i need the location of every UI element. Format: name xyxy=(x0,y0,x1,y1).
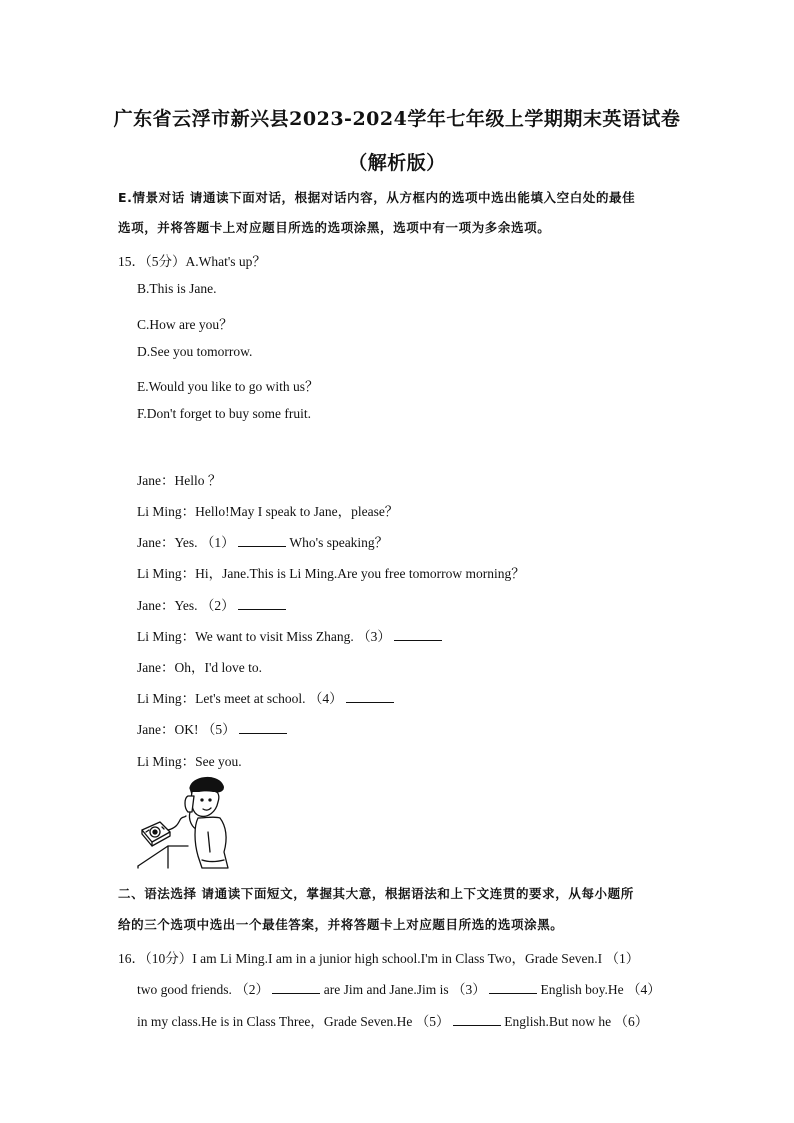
option-c: C.How are you？ xyxy=(137,317,233,332)
passage-text: are Jim and Jane.Jim is （3） xyxy=(323,982,486,997)
dialogue-text: Li Ming：We want to visit Miss Zhang. （3） xyxy=(137,629,391,644)
section-e-instruction-line1: E.情景对话 请通读下面对话，根据对话内容，从方框内的选项中选出能填入空白处的最佳 xyxy=(118,190,636,205)
dialogue-line-5 xyxy=(137,594,286,614)
dialogue-line-9 xyxy=(137,718,287,738)
page-title-line2: （解析版） xyxy=(348,152,446,174)
dialogue-text: Jane：Yes. （1） xyxy=(137,535,235,550)
dialogue-line-7: Jane：Oh，I'd love to. xyxy=(137,660,263,675)
option-b: B.This is Jane. xyxy=(137,281,217,296)
answer-blank-3[interactable] xyxy=(394,629,442,641)
answer-blank-2[interactable] xyxy=(272,982,320,994)
dialogue-text: Jane：Yes. （2） xyxy=(137,598,235,613)
dialogue-text: Who's speaking？ xyxy=(289,535,389,550)
answer-blank-5[interactable] xyxy=(453,1014,501,1026)
question-number: 15．（5分） xyxy=(118,254,186,269)
answer-blank-5[interactable] xyxy=(239,722,287,734)
boy-on-telephone-illustration xyxy=(136,772,232,872)
answer-blank-3[interactable] xyxy=(489,982,537,994)
passage-text: English boy.He （4） xyxy=(540,982,661,997)
answer-blank-1[interactable] xyxy=(238,535,286,547)
section-e-instruction-line2: 选项，并将答题卡上对应题目所选的选项涂黑，选项中有一项为多余选项。 xyxy=(118,220,551,235)
question-16-line1: 16．（10分）I am Li Ming.I am in a junior high school.I'm in Class Two，Grade Seven.I （1） xyxy=(118,951,640,966)
dialogue-text: Li Ming：Let's meet at school. （4） xyxy=(137,691,343,706)
passage-text: in my class.He is in Class Three，Grade Seven.He （5） xyxy=(137,1014,450,1029)
option-a: A.What's up？ xyxy=(185,254,266,269)
question-16-line3 xyxy=(137,1010,648,1030)
answer-blank-2[interactable] xyxy=(238,598,286,610)
option-d: D.See you tomorrow. xyxy=(137,344,253,359)
dialogue-line-2: Li Ming：Hello!May I speak to Jane，please？ xyxy=(137,504,399,519)
answer-blank-4[interactable] xyxy=(346,691,394,703)
dialogue-line-4: Li Ming：Hi，Jane.This is Li Ming.Are you free tomorrow morning？ xyxy=(137,566,525,581)
dialogue-line-8 xyxy=(137,687,394,707)
passage-text: English.But now he （6） xyxy=(504,1014,649,1029)
dialogue-line-1: Jane：Hello ？ xyxy=(137,473,222,488)
section-2-instruction-line1: 二、语法选择 请通读下面短文，掌握其大意，根据语法和上下文连贯的要求，从每小题所 xyxy=(118,886,634,901)
dialogue-line-6 xyxy=(137,625,442,645)
question-16-line2 xyxy=(137,978,661,998)
option-f: F.Don't forget to buy some fruit. xyxy=(137,406,311,421)
dialogue-text: Jane：OK! （5） xyxy=(137,722,236,737)
section-2-instruction-line2: 给的三个选项中选出一个最佳答案，并将答题卡上对应题目所选的选项涂黑。 xyxy=(118,917,564,932)
dialogue-line-10: Li Ming：See you. xyxy=(137,754,242,769)
dialogue-line-3 xyxy=(137,531,388,551)
question-15-header xyxy=(118,250,266,270)
option-e: E.Would you like to go with us？ xyxy=(137,379,319,394)
passage-text: two good friends. （2） xyxy=(137,982,269,997)
page-title-line1: 广东省云浮市新兴县2023-2024学年七年级上学期期末英语试卷 xyxy=(113,108,681,130)
